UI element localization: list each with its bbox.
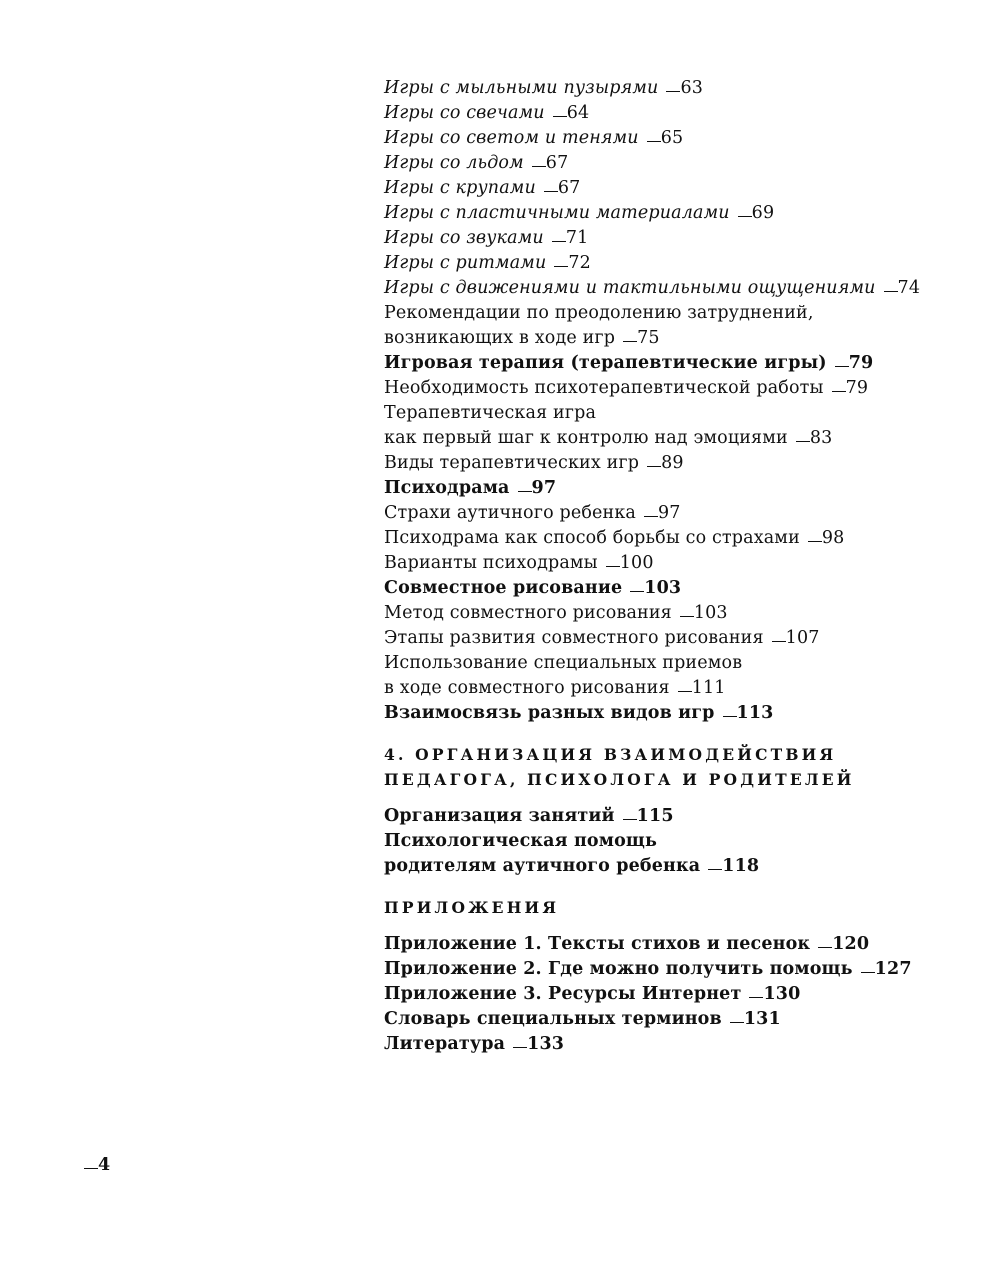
- toc-entry[interactable]: [384, 226, 984, 251]
- leader-dash: [647, 465, 661, 467]
- leader-dash: [553, 115, 567, 117]
- toc-entry-page: 65: [660, 128, 684, 148]
- leader-dash: [835, 365, 849, 367]
- toc-entry-title: Необходимость психотерапевтической работы: [384, 378, 824, 398]
- leader-dash: [723, 715, 737, 717]
- toc-entry-title: Игры с пластичными материалами: [384, 203, 730, 223]
- toc-entry[interactable]: [384, 326, 984, 351]
- leader-dash: [623, 340, 637, 342]
- toc-section[interactable]: [384, 829, 984, 854]
- toc-entry-title: Рекомендации по преодолению затруднений,: [384, 303, 814, 323]
- toc-entry[interactable]: [384, 401, 984, 426]
- toc-section-title: Организация занятий: [384, 806, 615, 826]
- leader-dash: [518, 490, 532, 492]
- toc-entry[interactable]: [384, 301, 984, 326]
- toc-entry-page: 75: [637, 328, 660, 348]
- toc-section[interactable]: [384, 351, 984, 376]
- toc-section-page: 113: [736, 703, 774, 723]
- toc-entry-title: Варианты психодрамы: [384, 553, 598, 573]
- leader-dash: [818, 946, 832, 948]
- leader-dash: [772, 640, 786, 642]
- page-number: [84, 1153, 110, 1178]
- leader-dash: [708, 868, 722, 870]
- toc-entry-page: 97: [658, 503, 681, 523]
- toc-entry[interactable]: [384, 276, 984, 301]
- toc-entry-page: 98: [821, 528, 845, 548]
- toc-section-title: Приложение 1. Тексты стихов и песенок: [384, 934, 811, 954]
- toc-section-page: 115: [636, 806, 674, 826]
- toc-section-title: Приложение 3. Ресурсы Интернет: [384, 984, 742, 1004]
- toc-section[interactable]: [384, 982, 984, 1007]
- page-number-value: 4: [98, 1155, 111, 1175]
- toc-entry-title: Игры с ритмами: [384, 253, 547, 273]
- toc-entry-title: Виды терапевтических игр: [384, 453, 640, 473]
- toc-entry[interactable]: [384, 426, 984, 451]
- toc-section-title: Психологическая помощь: [384, 831, 658, 851]
- toc-entry[interactable]: [384, 676, 984, 701]
- toc-section-page: 130: [763, 984, 801, 1004]
- chapter-heading[interactable]: ПЕДАГОГА, ПСИХОЛОГА И РОДИТЕЛЕЙ: [384, 770, 855, 789]
- toc-entry-page: 69: [751, 203, 775, 223]
- toc-entry-page: 100: [619, 553, 654, 573]
- toc-entry[interactable]: [384, 251, 984, 276]
- toc-entry-page: 67: [557, 178, 581, 198]
- toc-entry[interactable]: [384, 376, 984, 401]
- leader-dash: [644, 515, 658, 517]
- toc-entry[interactable]: [384, 126, 984, 151]
- toc-entry[interactable]: [384, 176, 984, 201]
- leader-dash: [552, 240, 566, 242]
- toc-entry-title: Игры со свечами: [384, 103, 545, 123]
- toc-entry-title: Этапы развития совместного рисования: [384, 628, 764, 648]
- toc-entry-page: 71: [565, 228, 589, 248]
- leader-dash: [532, 165, 546, 167]
- toc-section[interactable]: [384, 576, 984, 601]
- toc-entry-title: Метод совместного рисования: [384, 603, 672, 623]
- leader-dash: [554, 265, 568, 267]
- toc-section[interactable]: [384, 476, 984, 501]
- toc-entry-title: Игры со льдом: [384, 153, 524, 173]
- toc-entry-page: 103: [693, 603, 728, 623]
- toc-entry-title: Игры со светом и тенями: [384, 128, 639, 148]
- leader-dash: [666, 90, 680, 92]
- toc-section-title: Взаимосвязь разных видов игр: [384, 703, 715, 723]
- leader-dash: [513, 1046, 527, 1048]
- toc-section-page: 79: [848, 353, 874, 373]
- toc-section[interactable]: [384, 932, 984, 957]
- toc-entry-page: 72: [568, 253, 591, 273]
- toc-entry-page: 89: [661, 453, 684, 473]
- leader-dash: [623, 818, 637, 820]
- leader-dash: [832, 390, 846, 392]
- toc-entry-page: 67: [545, 153, 569, 173]
- toc-entry-title: Использование специальных приемов: [384, 653, 743, 673]
- chapter-heading[interactable]: 4. ОРГАНИЗАЦИЯ ВЗАИМОДЕЙСТВИЯ: [384, 745, 837, 764]
- toc-section-title: Психодрама: [384, 478, 510, 498]
- toc-entry-title: в ходе совместного рисования: [384, 678, 670, 698]
- toc-section[interactable]: [384, 1007, 984, 1032]
- toc-entry[interactable]: [384, 551, 984, 576]
- toc-entry-title: Психодрама как способ борьбы со страхами: [384, 528, 800, 548]
- leader-dash: [84, 1167, 98, 1169]
- toc-entry-title: Игры со звуками: [384, 228, 544, 248]
- toc-entry-page: 74: [897, 278, 921, 298]
- leader-dash: [606, 565, 620, 567]
- toc-section-page: 131: [743, 1009, 781, 1029]
- toc-entry[interactable]: [384, 651, 984, 676]
- toc-section-page: 120: [832, 934, 870, 954]
- appendices-heading[interactable]: ПРИЛОЖЕНИЯ: [384, 898, 560, 917]
- toc-section[interactable]: [384, 854, 984, 879]
- toc-section-title: Игровая терапия (терапевтические игры): [384, 353, 827, 373]
- toc-entry-page: 83: [809, 428, 833, 448]
- leader-dash: [678, 690, 692, 692]
- toc-entry[interactable]: [384, 151, 984, 176]
- toc-entry[interactable]: [384, 201, 984, 226]
- leader-dash: [630, 590, 644, 592]
- leader-dash: [861, 971, 875, 973]
- toc-section-title: родителям аутичного ребенка: [384, 856, 701, 876]
- toc-section-title: Литература: [384, 1034, 506, 1054]
- toc-entry[interactable]: [384, 101, 984, 126]
- toc-entry[interactable]: [384, 626, 984, 651]
- toc-section-title: Совместное рисование: [384, 578, 623, 598]
- toc-entry-page: 64: [566, 103, 590, 123]
- toc-section-page: 127: [874, 959, 912, 979]
- leader-dash: [730, 1021, 744, 1023]
- toc-entry-title: возникающих в ходе игр: [384, 328, 616, 348]
- toc-entry-title: Игры с крупами: [384, 178, 536, 198]
- toc-entry-page: 63: [680, 78, 704, 98]
- toc-section-page: 103: [644, 578, 682, 598]
- toc-entry[interactable]: [384, 76, 984, 101]
- leader-dash: [544, 190, 558, 192]
- table-of-contents: [384, 76, 984, 1057]
- toc-section[interactable]: [384, 957, 984, 982]
- toc-section[interactable]: [384, 1032, 984, 1057]
- toc-section-page: 118: [722, 856, 760, 876]
- toc-entry-page: 111: [691, 678, 726, 698]
- toc-section-title: Приложение 2. Где можно получить помощь: [384, 959, 853, 979]
- toc-entry-page: 79: [845, 378, 869, 398]
- toc-entry[interactable]: [384, 451, 984, 476]
- toc-entry[interactable]: [384, 526, 984, 551]
- toc-section-title: Словарь специальных терминов: [384, 1009, 722, 1029]
- leader-dash: [738, 215, 752, 217]
- toc-entry[interactable]: [384, 501, 984, 526]
- leader-dash: [884, 290, 898, 292]
- leader-dash: [796, 440, 810, 442]
- toc-entry-page: 107: [785, 628, 820, 648]
- leader-dash: [749, 996, 763, 998]
- leader-dash: [808, 540, 822, 542]
- toc-entry[interactable]: [384, 601, 984, 626]
- toc-section[interactable]: [384, 804, 984, 829]
- toc-entry-title: Страхи аутичного ребенка: [384, 503, 637, 523]
- toc-section-page: 97: [531, 478, 557, 498]
- leader-dash: [647, 140, 661, 142]
- toc-entry-title: как первый шаг к контролю над эмоциями: [384, 428, 788, 448]
- toc-section[interactable]: [384, 701, 984, 726]
- toc-entry-title: Игры с мыльными пузырями: [384, 78, 659, 98]
- toc-entry-title: Терапевтическая игра: [384, 403, 597, 423]
- leader-dash: [680, 615, 694, 617]
- toc-section-page: 133: [527, 1034, 565, 1054]
- toc-entry-title: Игры с движениями и тактильными ощущениями: [384, 278, 876, 298]
